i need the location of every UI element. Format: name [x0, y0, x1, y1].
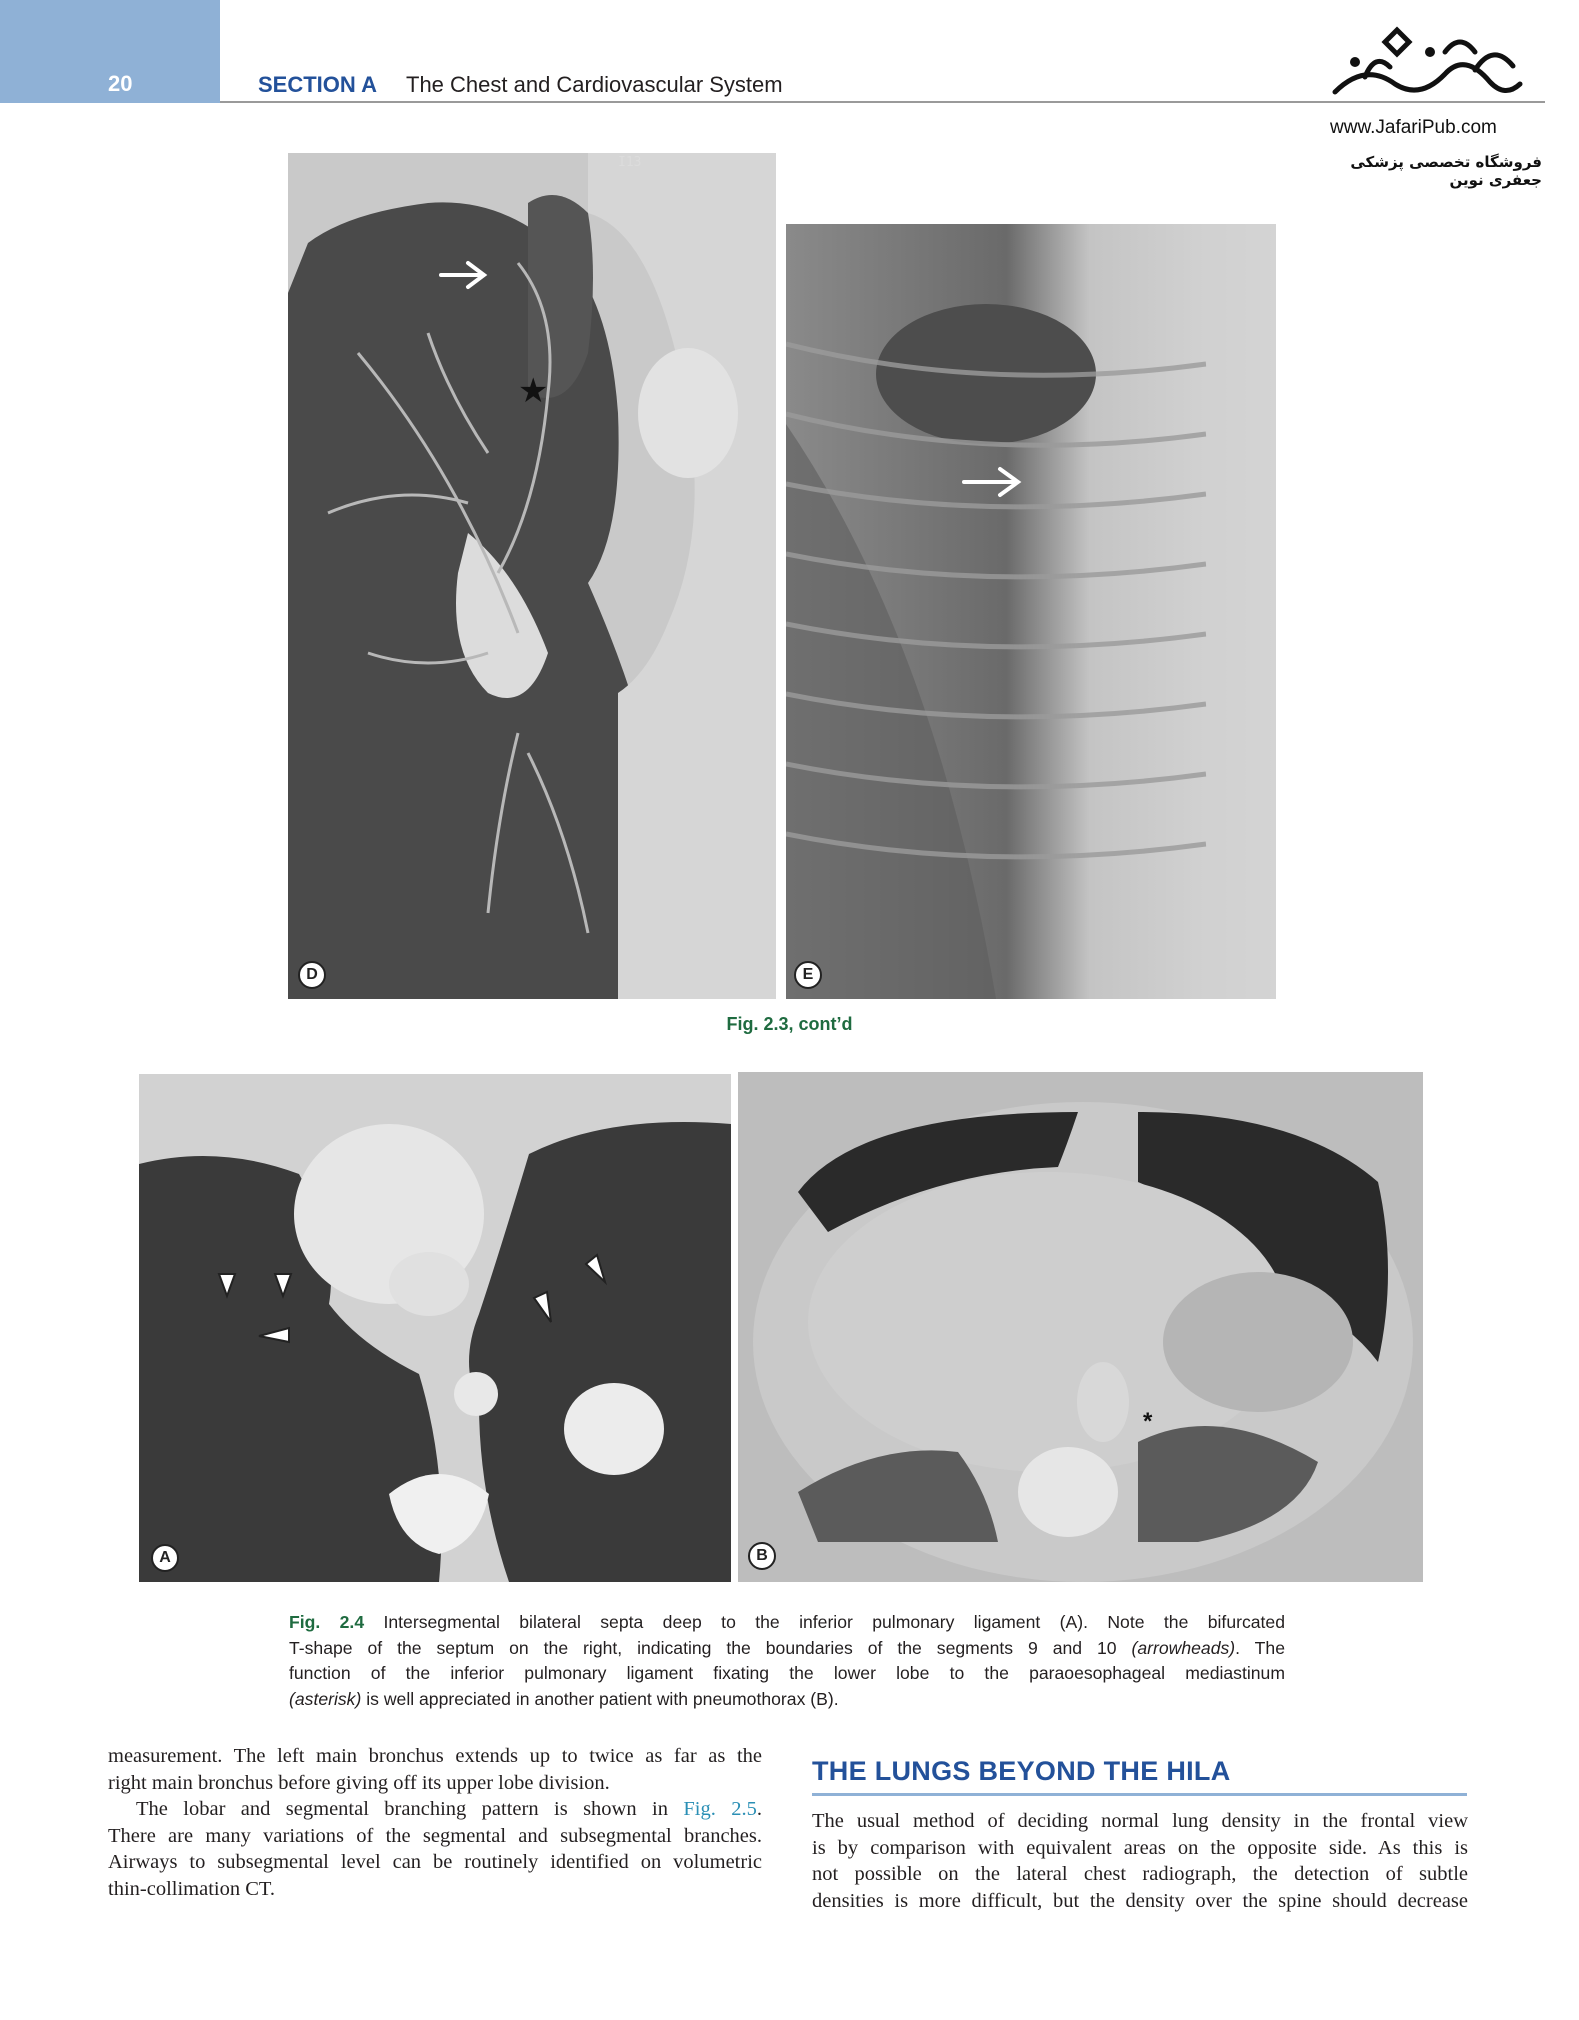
star-marker: ★ — [518, 371, 549, 411]
caption-line — [289, 1610, 1285, 1636]
body-line: There are many variations of the segmental and subsegmental branches. — [108, 1824, 762, 1847]
body-line: densities is more difficult, but the density over the spine should decrease — [812, 1889, 1468, 1912]
body-line: Airways to subsegmental level can be routinely identified on volumetric — [108, 1851, 762, 1873]
page-number: 20 — [108, 71, 133, 96]
slice-label: I13 — [618, 155, 642, 170]
panel-badge-b: B — [748, 1542, 776, 1570]
watermark-tagline: فروشگاه تخصصی پزشکی جعفری نوین — [1350, 153, 1542, 189]
figure-2-5-link[interactable]: Fig. 2.5 — [683, 1798, 757, 1820]
panel-badge-e: E — [794, 961, 822, 989]
caption-line — [289, 1636, 1285, 1662]
right-column — [812, 1808, 1468, 1914]
body-line: measurement. The left main bronchus extends up to twice as far as the — [108, 1745, 762, 1767]
caption-line — [289, 1687, 1285, 1713]
figure-2-4-panel-b-ct — [738, 1072, 1423, 1582]
asterisk-marker: * — [1143, 1408, 1153, 1435]
caption-italic: (arrowheads) — [1131, 1637, 1236, 1658]
left-column — [108, 1743, 762, 1902]
figure-2-4-panel-a-ct — [139, 1074, 731, 1582]
caption-line: function of the inferior pulmonary ligament fixating the lower lobe to the paraoesophageal mediastinum — [289, 1663, 1285, 1683]
publisher-logo — [1325, 22, 1525, 110]
figure-2-3-panel-e-radiograph — [786, 224, 1276, 999]
figure-2-3-panel-d-ct — [288, 153, 776, 999]
caption-text: Intersegmental bilateral septa deep to the inferior pulmonary ligament (A). Note the bifurcated — [383, 1612, 1285, 1632]
body-line: right main bronchus before giving off its upper lobe division. — [108, 1771, 610, 1794]
heading-rule — [812, 1793, 1467, 1796]
panel-badge-a: A — [151, 1544, 179, 1572]
body-line: thin-collimation CT. — [108, 1877, 276, 1900]
body-text: . — [756, 1798, 762, 1820]
body-line: is by comparison with equivalent areas on the opposite side. As this is — [812, 1836, 1468, 1859]
body-line — [108, 1796, 762, 1823]
section-label: SECTION A — [258, 72, 377, 97]
panel-badge-d: D — [298, 961, 326, 989]
caption-text: T-shape of the septum on the right, indicating the boundaries of the segments 9 and 10 — [289, 1637, 1132, 1658]
caption-text: is well appreciated in another patient with pneumothorax (B). — [361, 1688, 839, 1709]
figure-2-4-caption — [289, 1610, 1285, 1712]
figure-2-3-caption: Fig. 2.3, cont’d — [726, 1014, 853, 1034]
body-text: The lobar and segmental branching pattern is shown in — [136, 1798, 684, 1820]
watermark-url: www.JafariPub.com — [1330, 117, 1497, 138]
caption-italic: (asterisk) — [289, 1688, 362, 1709]
body-line: not possible on the lateral chest radiograph, the detection of subtle — [812, 1863, 1468, 1885]
figure-label: Fig. 2.4 — [289, 1612, 365, 1632]
section-title: The Chest and Cardiovascular System — [406, 72, 783, 97]
body-line: The usual method of deciding normal lung density in the frontal view — [812, 1810, 1468, 1832]
caption-text: . The — [1235, 1637, 1285, 1658]
section-heading: THE LUNGS BEYOND THE HILA — [812, 1756, 1231, 1786]
